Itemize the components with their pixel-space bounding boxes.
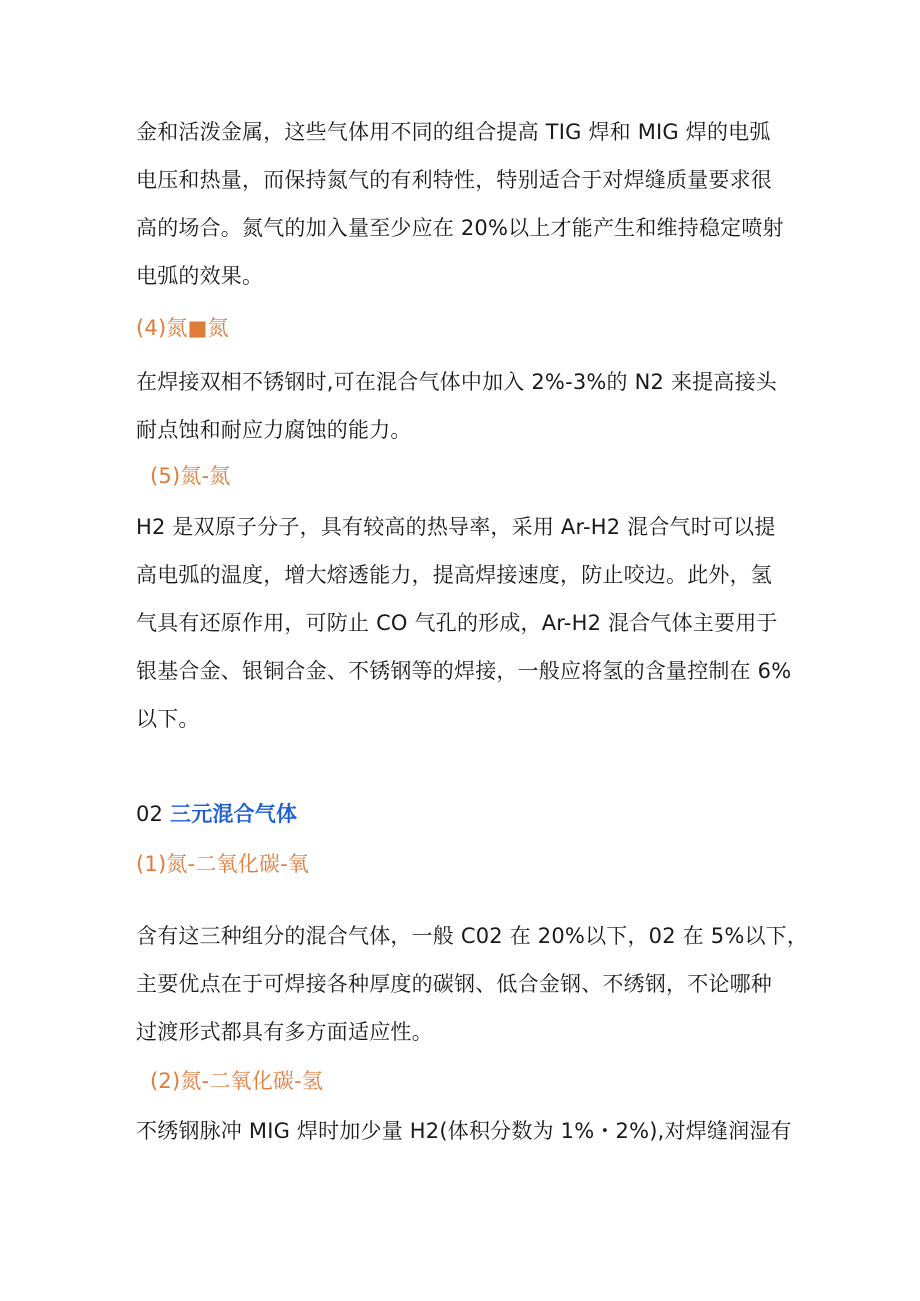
paragraph4-line-1: 含有这三种组分的混合气体，一般 C02 在 20%以下，02 在 5%以下，: [136, 924, 809, 948]
paragraph3-line-4: 银基合金、银铜合金、不锈钢等的焊接，一般应将氢的含量控制在 6%: [136, 659, 792, 683]
paragraph2-line-2: 耐点蚀和耐应力腐蚀的能力。: [136, 418, 412, 442]
paragraph1-line-4: 电弧的效果。: [136, 264, 264, 288]
paragraph1-line-1: 金和活泼金属，这些气体用不同的组合提高 TIG 焊和 MIG 焊的电弧: [136, 120, 771, 144]
section-title: 三元混合气体: [170, 802, 298, 826]
subheading-4: (4)氮■氮: [136, 316, 229, 340]
paragraph2-line-1: 在焊接双相不锈钢时,可在混合气体中加入 2%-3%的 N2 来提高接头: [136, 370, 777, 394]
paragraph5-line-1: 不绣钢脉冲 MIG 焊时加少量 H2(体积分数为 1%・2%),对焊缝润湿有: [136, 1119, 792, 1143]
paragraph4-line-3: 过渡形式都具有多方面适应性。: [136, 1020, 433, 1044]
paragraph1-line-2: 电压和热量，而保持氮气的有利特性，特别适合于对焊缝质量要求很: [136, 168, 772, 192]
paragraph3-line-5: 以下。: [136, 707, 200, 731]
section-number: 02: [136, 802, 170, 826]
subheading-s2: (2)氮-二氧化碳-氢: [150, 1069, 324, 1093]
section-heading-02: [136, 800, 297, 828]
paragraph3-line-1: H2 是双原子分子，具有较高的热导率，采用 Ar-H2 混合气时可以提: [136, 515, 776, 539]
paragraph3-line-2: 高电弧的温度，增大熔透能力，提高焊接速度，防止咬边。此外，氢: [136, 563, 772, 587]
subheading-s1: (1)氮-二氧化碳-氧: [136, 852, 310, 876]
subheading-5: (5)氮-氮: [150, 464, 231, 488]
paragraph1-line-3: 高的场合。氮气的加入量至少应在 20%以上才能产生和维持稳定喷射: [136, 216, 784, 240]
paragraph3-line-3: 气具有还原作用，可防止 CO 气孔的形成，Ar-H2 混合气体主要用于: [136, 611, 778, 635]
paragraph4-line-2: 主要优点在于可焊接各种厚度的碳钢、低合金钢、不绣钢，不论哪种: [136, 972, 772, 996]
